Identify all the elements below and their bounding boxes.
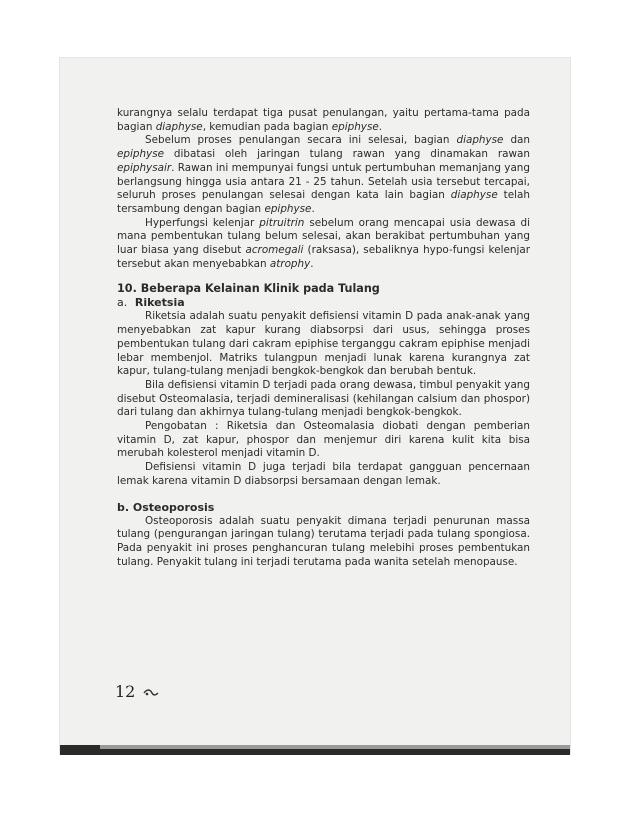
subsection-heading-osteoporosis: b. Osteoporosis <box>117 500 215 514</box>
term-epiphysair: epiphysair <box>117 161 172 174</box>
text-span: sebelum orang mencapai usia dewasa di mana pembentukan tulang belum selesai, akan berakibat pertumbuhan yang luar biasa yang disebut <box>117 216 530 257</box>
page-edge-highlight <box>100 745 570 749</box>
text-span: . Rawan ini mempunyai fungsi untuk pertumbuhan memanjang yang berlangsung hingga usia antara 21 - 25 tahun. Setelah usia tersebut tercapai, seluruh proses penulangan selesai dengan kata lain bagian <box>117 161 530 202</box>
paragraph-riketsia: Riketsia adalah suatu penyakit defisiensi vitamin D pada anak-anak yang menyebabkan zat kapur kurang diabsorpsi dari usus, sehingga proses pembentukan tulang dari cakram epiphise terganggu cakram epiphise menjadi lebar membenjol. Matriks tulangpun menjadi lunak karena kurangnya zat kapur, tulang-tulang menjadi bengkok-bengkok dan berubah bentuk. <box>117 310 530 378</box>
scroll-ornament-icon <box>143 683 159 702</box>
term-epiphyse: epiphyse <box>117 148 165 161</box>
text-span: . <box>311 202 315 215</box>
term-atrophy: atrophy <box>269 257 311 270</box>
text-span: Sebelum proses penulangan secara ini selesai, bagian <box>145 134 457 147</box>
page-bottom-edge <box>60 745 570 755</box>
paragraph-hyperfungsi <box>117 217 530 272</box>
page-body <box>117 107 530 569</box>
text-span: . <box>378 120 383 133</box>
paragraph-continuation <box>117 107 530 134</box>
scroll-ornament-svg <box>143 688 159 698</box>
text-span: dibatasi oleh jaringan tulang rawan yang dinamakan rawan <box>164 148 530 161</box>
text-span: kurangnya selalu terdapat tiga pusat penulangan, yaitu pertama-tama pada bagian <box>117 107 530 133</box>
paragraph-osteomalasia: Bila defisiensi vitamin D terjadi pada orang dewasa, timbul penyakit yang disebut Osteomalasia, terjadi demineralisasi (kehilangan calsium dan phospor) dari tulang dan akhirnya tulang-tulang menjadi bengkok-bengkok. <box>117 378 530 419</box>
text-span: telah tersambung dengan bagian <box>117 189 530 215</box>
term-diaphyse: diaphyse <box>456 134 504 147</box>
page-number: 12 <box>115 682 136 701</box>
text-span: . <box>310 257 314 270</box>
term-acromegali: acromegali <box>245 244 304 257</box>
term-pitruitrin: pitruitrin <box>259 216 305 229</box>
subsection-heading-riketsia <box>117 296 530 310</box>
paragraph-pengobatan: Pengobatan : Riketsia dan Osteomalasia diobati dengan pemberian vitamin D, zat kapur, phospor dan menjemur diri karena kulit kita bisa merubah kolesterol menjadi vitamin D. <box>117 420 530 460</box>
paragraph-defisiensi: Defisiensi vitamin D juga terjadi bila terdapat gangguan pencernaan lemak karena vitamin D diabsorpsi bersamaan dengan lemak. <box>117 461 530 487</box>
paragraph-penulangan <box>117 134 530 216</box>
term-epiphyse: epiphyse <box>331 120 379 133</box>
subsection-letter: a. <box>117 296 128 310</box>
term-diaphyse: diaphyse <box>155 120 203 133</box>
text-span: , kemudian pada bagian <box>202 120 332 133</box>
text-span: dan <box>503 134 530 147</box>
text-span: (raksasa), sebaliknya hypo-fungsi kelenjar tersebut akan menyebabkan <box>117 244 530 270</box>
subsection-title: Riketsia <box>134 296 185 310</box>
text-span: Hyperfungsi kelenjar <box>145 216 260 229</box>
paragraph-osteoporosis: Osteoporosis adalah suatu penyakit dimana terjadi penurunan massa tulang (pengurangan jaringan tulang) terutama terjadi pada tulang spongiosa. Pada penyakit ini proses penghancuran tulang melebihi proses pembentukan tulang. Penyakit tulang ini terjadi terutama pada wanita setelah menopause. <box>117 514 530 568</box>
term-diaphyse: diaphyse <box>450 189 498 202</box>
page-footer <box>115 682 159 702</box>
section-heading: 10. Beberapa Kelainan Klinik pada Tulang <box>117 282 380 296</box>
term-epiphyse: epiphyse <box>264 202 312 215</box>
